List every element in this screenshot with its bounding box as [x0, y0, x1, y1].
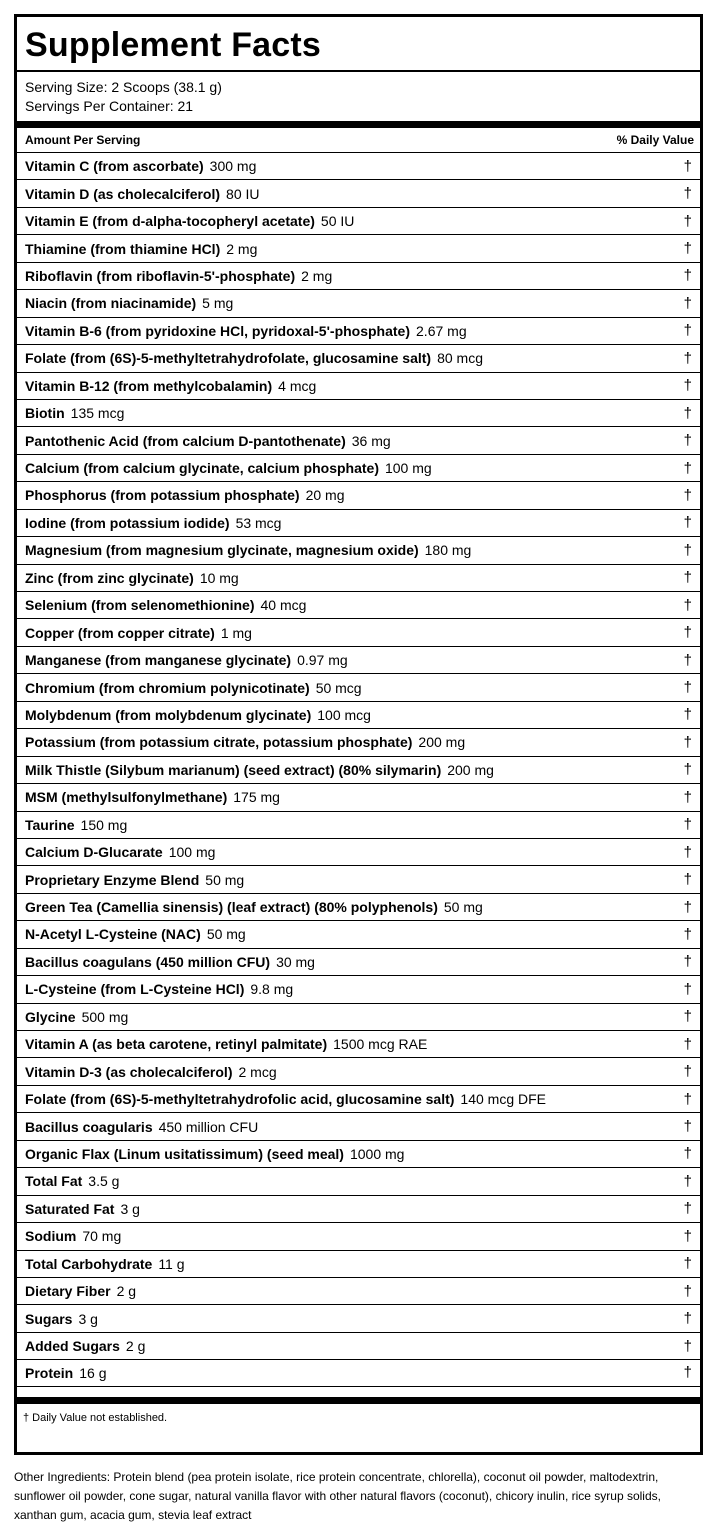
nutrient-name: Sodium	[25, 1228, 77, 1245]
nutrient-amount: 9.8 mg	[250, 981, 294, 998]
table-row	[17, 344, 700, 371]
daily-value-dagger: †	[683, 733, 692, 751]
table-row	[17, 948, 700, 975]
daily-value-dagger: †	[683, 569, 692, 587]
nutrient-amount: 1000 mg	[349, 1145, 405, 1162]
table-row	[17, 1222, 700, 1249]
table-row	[17, 811, 700, 838]
daily-value-dagger: †	[683, 1255, 692, 1273]
nutrient-amount: 0.97 mg	[297, 652, 348, 669]
nutrient-amount: 50 IU	[320, 213, 355, 230]
daily-value-dagger: †	[683, 1227, 692, 1245]
nutrient-name: Green Tea (Camellia sinensis) (leaf extract) (80% polyphenols)	[25, 899, 438, 916]
nutrient-cell	[25, 899, 483, 915]
column-header	[17, 128, 700, 152]
nutrient-amount: 3.5 g	[88, 1173, 120, 1190]
nutrient-name: L-Cysteine (from L-Cysteine HCl)	[25, 981, 245, 998]
nutrient-name: Magnesium (from magnesium glycinate, magnesium oxide)	[25, 542, 419, 559]
daily-value-dagger: †	[683, 816, 692, 834]
nutrient-name: Vitamin D (as cholecalciferol)	[25, 185, 221, 202]
nutrient-amount: 30 mg	[276, 953, 315, 970]
nutrient-cell	[25, 680, 362, 696]
table-row	[17, 152, 700, 179]
nutrient-name: Milk Thistle (Silybum marianum) (seed extract) (80% silymarin)	[25, 761, 442, 778]
panel-title: Supplement Facts	[25, 26, 322, 64]
daily-value-dagger: †	[683, 706, 692, 724]
nutrient-cell	[25, 1119, 258, 1135]
nutrient-amount: 40 mcg	[260, 597, 307, 614]
nutrient-name: Vitamin B-6 (from pyridoxine HCl, pyridoxal-5'-phosphate)	[25, 322, 411, 339]
table-row	[17, 920, 700, 947]
nutrient-name: Taurine	[25, 816, 75, 833]
nutrient-name: Proprietary Enzyme Blend	[25, 871, 200, 888]
daily-value-dagger: †	[683, 1310, 692, 1328]
nutrient-name: Zinc (from zinc glycinate)	[25, 569, 194, 586]
nutrient-name: Folate (from (6S)-5-methyltetrahydrofolate, glucosamine salt)	[25, 350, 432, 367]
table-row	[17, 1057, 700, 1084]
nutrient-amount: 50 mcg	[315, 679, 362, 696]
nutrient-cell	[25, 597, 306, 613]
other-ingredients: Other Ingredients: Protein blend (pea protein isolate, rice protein concentrate, chlorella), coconut oil powder, maltodextrin, sunflower oil powder, cone sugar, natural vanilla flavor with other natural flavors (coconut), chicory inulin, rice syrup solids, xanthan gum, acacia gum, stevia leaf extract	[14, 1470, 661, 1522]
nutrient-cell	[25, 1338, 145, 1354]
daily-value-dagger: †	[683, 157, 692, 175]
daily-value-dagger: †	[683, 843, 692, 861]
daily-value-dagger: †	[683, 1035, 692, 1053]
nutrient-table	[17, 152, 700, 1387]
nutrient-cell	[25, 1091, 546, 1107]
nutrient-cell	[25, 350, 483, 366]
nutrient-name: Vitamin B-12 (from methylcobalamin)	[25, 377, 273, 394]
daily-value-dagger: †	[683, 1090, 692, 1108]
table-row	[17, 262, 700, 289]
nutrient-cell	[25, 762, 494, 778]
nutrient-cell	[25, 570, 239, 586]
daily-value-dagger: †	[683, 349, 692, 367]
nutrient-name: Bacillus coagularis	[25, 1118, 153, 1135]
nutrient-amount: 5 mg	[202, 295, 234, 312]
daily-value-dagger: †	[683, 432, 692, 450]
nutrient-name: Protein	[25, 1364, 74, 1381]
nutrient-cell	[25, 158, 256, 174]
nutrient-cell	[25, 460, 432, 476]
nutrient-cell	[25, 213, 354, 229]
nutrient-cell	[25, 844, 215, 860]
daily-value-dagger: †	[683, 761, 692, 779]
table-row	[17, 1250, 700, 1277]
nutrient-name: Phosphorus (from potassium phosphate)	[25, 487, 300, 504]
daily-value-dagger: †	[683, 404, 692, 422]
nutrient-cell	[25, 817, 127, 833]
nutrient-cell	[25, 542, 471, 558]
table-row	[17, 728, 700, 755]
nutrient-amount: 20 mg	[305, 487, 345, 504]
table-row	[17, 618, 700, 645]
nutrient-cell	[25, 1256, 185, 1272]
nutrient-name: Vitamin A (as beta carotene, retinyl palmitate)	[25, 1036, 328, 1053]
nutrient-amount: 100 mg	[384, 460, 432, 477]
nutrient-amount: 50 mg	[443, 899, 483, 916]
nutrient-cell	[25, 378, 316, 394]
daily-value-dagger: †	[683, 514, 692, 532]
nutrient-name: Thiamine (from thiamine HCl)	[25, 240, 221, 257]
table-row	[17, 426, 700, 453]
table-row	[17, 317, 700, 344]
table-row	[17, 564, 700, 591]
nutrient-name: Bacillus coagulans (450 million CFU)	[25, 953, 271, 970]
nutrient-name: Glycine	[25, 1008, 76, 1025]
nutrient-name: N-Acetyl L-Cysteine (NAC)	[25, 926, 201, 943]
table-row	[17, 783, 700, 810]
nutrient-name: Vitamin E (from d-alpha-tocopheryl acetate)	[25, 213, 315, 230]
table-row	[17, 1277, 700, 1304]
daily-value-dagger: †	[683, 1118, 692, 1136]
daily-value-dagger: †	[683, 486, 692, 504]
nutrient-amount: 2 g	[125, 1338, 146, 1355]
table-row	[17, 481, 700, 508]
table-row	[17, 399, 700, 426]
daily-value-dagger: †	[683, 925, 692, 943]
daily-value-dagger: †	[683, 1337, 692, 1355]
nutrient-amount: 70 mg	[82, 1228, 122, 1245]
daily-value-dagger: †	[683, 459, 692, 477]
nutrient-amount: 100 mg	[168, 844, 216, 861]
nutrient-amount: 80 IU	[226, 185, 260, 202]
daily-value-dagger: †	[683, 1364, 692, 1382]
nutrient-cell	[25, 707, 371, 723]
nutrient-name: Chromium (from chromium polynicotinate)	[25, 679, 310, 696]
nutrient-cell	[25, 1036, 427, 1052]
nutrient-name: Added Sugars	[25, 1338, 120, 1355]
daily-value-dagger: †	[683, 185, 692, 203]
daily-value-dagger: †	[683, 1200, 692, 1218]
nutrient-name: Folate (from (6S)-5-methyltetrahydrofolic acid, glucosamine salt)	[25, 1091, 455, 1108]
nutrient-cell	[25, 872, 244, 888]
table-row	[17, 454, 700, 481]
nutrient-amount: 140 mcg DFE	[460, 1091, 547, 1108]
table-row	[17, 372, 700, 399]
nutrient-name: Niacin (from niacinamide)	[25, 295, 197, 312]
nutrient-cell	[25, 323, 467, 339]
table-row	[17, 1030, 700, 1057]
daily-value-dagger: †	[683, 1063, 692, 1081]
nutrient-name: Pantothenic Acid (from calcium D-pantothenate)	[25, 432, 346, 449]
table-row	[17, 1359, 700, 1386]
nutrient-name: Biotin	[25, 405, 65, 422]
nutrient-amount: 450 million CFU	[158, 1118, 259, 1135]
nutrient-cell	[25, 405, 124, 421]
daily-value-dagger: †	[683, 294, 692, 312]
serving-size: Serving Size: 2 Scoops (38.1 g)	[25, 79, 222, 95]
nutrient-cell	[25, 487, 345, 503]
nutrient-cell	[25, 981, 293, 997]
amount-per-serving-header: Amount Per Serving	[25, 133, 141, 147]
nutrient-amount: 50 mg	[206, 926, 246, 943]
nutrient-name: Sugars	[25, 1310, 73, 1327]
nutrient-cell	[25, 1283, 136, 1299]
nutrient-amount: 11 g	[158, 1255, 185, 1272]
nutrient-cell	[25, 268, 332, 284]
daily-value-dagger: †	[683, 980, 692, 998]
nutrient-amount: 4 mcg	[278, 377, 317, 394]
daily-value-dagger: †	[683, 541, 692, 559]
daily-value-dagger: †	[683, 1008, 692, 1026]
daily-value-dagger: †	[683, 679, 692, 697]
nutrient-amount: 2 mcg	[238, 1063, 277, 1080]
table-row	[17, 591, 700, 618]
table-row	[17, 179, 700, 206]
nutrient-cell	[25, 1228, 121, 1244]
table-row	[17, 893, 700, 920]
nutrient-amount: 175 mg	[233, 789, 280, 806]
nutrient-cell	[25, 1009, 128, 1025]
table-row	[17, 1167, 700, 1194]
nutrient-amount: 2 mg	[226, 240, 258, 257]
nutrient-amount: 200 mg	[447, 761, 494, 778]
table-row	[17, 1304, 700, 1331]
nutrient-amount: 2 g	[116, 1283, 137, 1300]
servings-per-container: Servings Per Container: 21	[25, 98, 194, 114]
nutrient-name: Total Carbohydrate	[25, 1255, 153, 1272]
nutrient-cell	[25, 241, 257, 257]
nutrient-cell	[25, 1365, 106, 1381]
serving-divider	[17, 121, 700, 128]
table-row	[17, 289, 700, 316]
nutrient-name: Vitamin C (from ascorbate)	[25, 158, 204, 175]
nutrient-name: Iodine (from potassium iodide)	[25, 514, 230, 531]
nutrient-cell	[25, 1064, 277, 1080]
nutrient-amount: 80 mcg	[437, 350, 483, 367]
table-bottom-divider	[17, 1397, 700, 1404]
nutrient-amount: 1 mg	[220, 624, 252, 641]
daily-value-dagger: †	[683, 898, 692, 916]
nutrient-amount: 100 mcg	[317, 706, 371, 723]
nutrient-name: Vitamin D-3 (as cholecalciferol)	[25, 1063, 233, 1080]
nutrient-amount: 135 mcg	[70, 405, 125, 422]
nutrient-cell	[25, 433, 391, 449]
nutrient-amount: 3 g	[78, 1310, 98, 1327]
daily-value-dagger: †	[683, 267, 692, 285]
nutrient-amount: 200 mg	[418, 734, 466, 751]
nutrient-cell	[25, 295, 233, 311]
table-row	[17, 536, 700, 563]
nutrient-name: Calcium (from calcium glycinate, calcium phosphate)	[25, 460, 379, 477]
serving-info	[17, 72, 700, 121]
nutrient-cell	[25, 789, 280, 805]
nutrient-cell	[25, 186, 260, 202]
table-row	[17, 838, 700, 865]
daily-value-dagger: †	[683, 651, 692, 669]
table-row	[17, 975, 700, 1002]
table-row	[17, 1112, 700, 1139]
table-row	[17, 756, 700, 783]
nutrient-cell	[25, 926, 246, 942]
daily-value-dagger: †	[683, 240, 692, 258]
table-row	[17, 1332, 700, 1359]
supplement-facts-panel	[14, 14, 703, 1455]
nutrient-amount: 1500 mcg RAE	[333, 1036, 428, 1053]
nutrient-name: Copper (from copper citrate)	[25, 624, 215, 641]
table-row	[17, 1003, 700, 1030]
nutrient-name: Molybdenum (from molybdenum glycinate)	[25, 706, 312, 723]
daily-value-dagger: †	[683, 212, 692, 230]
table-row	[17, 207, 700, 234]
nutrient-amount: 36 mg	[351, 432, 391, 449]
nutrient-cell	[25, 515, 281, 531]
nutrient-amount: 16 g	[79, 1364, 107, 1381]
table-row	[17, 646, 700, 673]
table-row	[17, 1140, 700, 1167]
nutrient-amount: 53 mcg	[235, 514, 282, 531]
nutrient-amount: 50 mg	[205, 871, 245, 888]
table-row	[17, 509, 700, 536]
table-row	[17, 673, 700, 700]
table-row	[17, 1195, 700, 1222]
daily-value-dagger: †	[683, 596, 692, 614]
daily-value-dagger: †	[683, 1172, 692, 1190]
daily-value-dagger: †	[683, 953, 692, 971]
nutrient-amount: 150 mg	[80, 816, 128, 833]
nutrient-name: Saturated Fat	[25, 1200, 115, 1217]
nutrient-cell	[25, 1311, 98, 1327]
table-row	[17, 234, 700, 261]
nutrient-name: MSM (methylsulfonylmethane)	[25, 789, 228, 806]
nutrient-cell	[25, 954, 315, 970]
nutrient-name: Riboflavin (from riboflavin-5'-phosphate)	[25, 267, 296, 284]
nutrient-cell	[25, 1146, 404, 1162]
daily-value-dagger: †	[683, 624, 692, 642]
nutrient-name: Organic Flax (Linum usitatissimum) (seed meal)	[25, 1145, 344, 1162]
nutrient-cell	[25, 734, 465, 750]
nutrient-amount: 500 mg	[81, 1008, 129, 1025]
nutrient-cell	[25, 652, 348, 668]
nutrient-name: Total Fat	[25, 1173, 83, 1190]
daily-value-dagger: †	[683, 1282, 692, 1300]
daily-value-dagger: †	[683, 377, 692, 395]
daily-value-header: % Daily Value	[616, 133, 694, 147]
nutrient-amount: 300 mg	[209, 158, 257, 175]
nutrient-name: Potassium (from potassium citrate, potassium phosphate)	[25, 734, 413, 751]
table-row	[17, 865, 700, 892]
table-row	[17, 1085, 700, 1112]
nutrient-cell	[25, 1201, 140, 1217]
nutrient-amount: 2.67 mg	[416, 322, 467, 339]
nutrient-name: Selenium (from selenomethionine)	[25, 597, 255, 614]
daily-value-dagger: †	[683, 322, 692, 340]
daily-value-dagger: †	[683, 871, 692, 889]
nutrient-amount: 3 g	[120, 1200, 140, 1217]
nutrient-name: Dietary Fiber	[25, 1283, 111, 1300]
table-row	[17, 701, 700, 728]
nutrient-amount: 180 mg	[424, 542, 472, 559]
nutrient-cell	[25, 1173, 119, 1189]
nutrient-name: Calcium D-Glucarate	[25, 844, 163, 861]
nutrient-name: Manganese (from manganese glycinate)	[25, 652, 292, 669]
nutrient-amount: 10 mg	[199, 569, 239, 586]
daily-value-dagger: †	[683, 788, 692, 806]
nutrient-cell	[25, 625, 252, 641]
nutrient-amount: 2 mg	[301, 267, 333, 284]
daily-value-dagger: †	[683, 1145, 692, 1163]
footnote: † Daily Value not established.	[23, 1411, 168, 1424]
